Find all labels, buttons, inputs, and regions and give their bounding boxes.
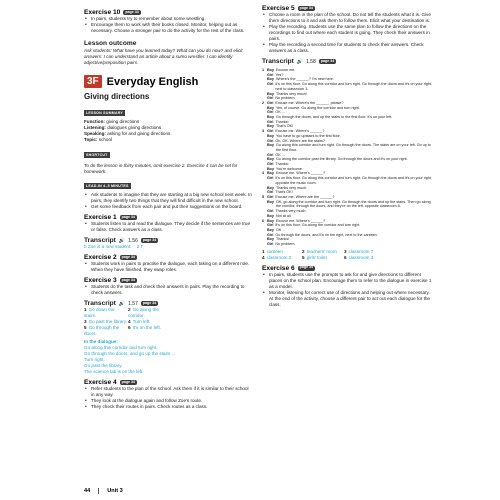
shortcut-label: SHORTCUT (86, 153, 108, 157)
answer-item: 6 It's on the left. (128, 325, 162, 331)
answer-item: 3 Go past the library. (84, 319, 128, 325)
transcript-line: Girl Go through the doors, and it's on the right, next to the canteen. (267, 232, 378, 237)
answer-item: 6 classroom 3 (344, 254, 374, 260)
bullet-item: • Play the recording a second time for students to check their answers. Check answers as a class. (263, 42, 434, 54)
transcript-line: 4 Boy Excuse me. Where's ______? (262, 171, 326, 176)
transcript-line: Girl Thanks very much. (267, 209, 307, 214)
page-ref-badge: page 34 (121, 214, 136, 219)
in-dialogue-label: In the dialogue: (84, 339, 118, 345)
transcript-line: Girl It's on this floor. Go along the corridor and turn right. (267, 223, 361, 228)
transcript-line: Girl Thanks! (267, 162, 289, 167)
answer-item: 2 teachers' room (302, 248, 337, 254)
exercise-1-heading: Exercise 1 page 34 (84, 214, 136, 222)
page-ref-badge: page 34 (320, 58, 335, 63)
page-footer (84, 488, 123, 494)
transcript-line: Girl OK ... (267, 110, 285, 115)
lesson-outcome-heading: Lesson outcome (84, 40, 137, 47)
dialogue-line: Go past the library. (84, 363, 123, 369)
exercise-10-heading (84, 9, 252, 16)
bullet-item: • Monitor, listening for correct use of directions and helping out where necessary. At the end of the activity, choose a different pair to act out each dialogue for the class. (263, 290, 434, 308)
answer-item: 2 Go along the corridor. (128, 307, 159, 319)
transcript-1-58-heading: Transcript 🔊 1.58 page 34 (262, 58, 335, 65)
bullet-item: • Play the recording. Students use the same plan to follow the directions on the recordings to find out where each student is going. They check their answers in pairs. (263, 24, 434, 42)
transcript-line: Girl OK ... (267, 152, 285, 157)
page-number: 44 (84, 488, 91, 494)
transcript-1-56-heading: Transcript 🔊 1.56 page 34 (84, 237, 157, 245)
transcript-line: Boy Yes, of course. Go along the corridor and turn right. (267, 105, 360, 110)
page-ref-badge: page 34 (121, 277, 136, 282)
bullet-item: • Students listen to and read the dialogue. They decide if the sentences are true or false. Check answers as a class. (85, 221, 252, 233)
bullet-item: • Choose a room in the plan of the school. Do not tell the students what it is. Give them directions to it and ask them to follow them. Elicit what your destination is. (263, 12, 434, 24)
lesson-outcome-text: Ask students: What have you learned today? What can you do now? and elicit answers: I can understand an article about a sumo wrestler. I can identify adjective/preposition pairs. (84, 48, 243, 65)
bullet-item: • They check their routes in pairs. Check routes as a class. (85, 404, 252, 410)
speaker-icon: 🔊 (296, 58, 304, 65)
page-ref-badge: page 34 (299, 265, 314, 270)
exercise-title: Exercise 10 (84, 9, 121, 16)
transcript-dialogue (262, 68, 434, 247)
exercise-3-heading: Exercise 3 page 34 (84, 277, 136, 285)
transcript-line: Girl No problem. (267, 96, 296, 101)
transcript-line: Girl It's on this floor. Go along this corridor and turn right. Go through the doors and it's on your right, opposite the music room. (267, 176, 432, 185)
transcript-line: 5 Girl Excuse me. Where are the ______? (262, 194, 335, 199)
unit-label: Unit 3 (107, 488, 123, 494)
page-ref-badge: page 34 (121, 254, 136, 259)
dialogue-line: Go along this corridor and turn right. (84, 345, 158, 351)
transcript-line: 3 Girl Excuse me. Where's ______? (262, 129, 325, 134)
bullet-item: • In pairs, students try to remember about some wrestling. (85, 16, 252, 22)
transcript-line: Boy Go along the corridor past the library. Go through the doors and it's on your right. (267, 157, 408, 162)
answer-grid (262, 249, 434, 261)
transcript-line: Boy Thanks! (267, 237, 290, 242)
left-column (84, 5, 252, 410)
transcript-line: Boy You're welcome. (267, 166, 303, 171)
transcript-line: Boy Go along this corridor and turn right. Go through the doors. The stairs are on your left. Go up to the first floor. (267, 143, 431, 152)
dialogue-line: The science lab is on the left. (84, 369, 144, 375)
transcript-line: Boy Thanks very much! (267, 91, 308, 96)
bullet-item: • Students work in pairs to practise the dialogue, each taking on a different role. When they have finished, they swap roles. (85, 261, 252, 273)
unit-section-title (84, 75, 252, 88)
answer-item: 1 canteen (262, 248, 283, 254)
bullet-item: • Refer students to the plan of the school. Ask them if it is similar to their school in any way. (85, 386, 252, 398)
bullet-item: • In pairs, students use the prompts to ask for and give directions to different places on the school plan. Encourage them to refer to the dialogue in exercise 1 as a model. (263, 272, 434, 290)
transcript-line: Boy That's OK! (267, 124, 294, 129)
transcript-line: Boy Go through the doors, and up the stairs to the first floor. It's on your left. (267, 115, 393, 120)
answer-line: b Zoe is a new student. 2 T (84, 244, 144, 250)
bullet-item: • Encourage them to work with their books closed. Monitor, helping out as necessary. Choose a stronger pair to do the activity for the rest of the class. (85, 22, 252, 34)
transcript-line: Boy You have to go upstairs to the first floor. (267, 133, 341, 138)
right-column (262, 5, 434, 308)
transcript-line: 6 Boy Excuse me. Where's ______? (262, 218, 326, 223)
speaker-icon: 🔊 (118, 237, 126, 244)
exercise-4-heading: Exercise 4 page 34 (84, 379, 136, 387)
exercise-5-heading: Exercise 5 page 34 (262, 5, 314, 12)
transcript-line: Girl Thanks! (267, 119, 289, 124)
dialogue-line: Go through the doors, and go up the stairs ... (84, 351, 176, 357)
page-ref-badge: page 34 (142, 237, 157, 242)
transcript-line: Girl That's OK! (267, 190, 293, 195)
shortcut-text: To do the lesson in thirty minutes, omit exercise 2. Exercise 4 can be set for homework. (84, 163, 238, 174)
bullet-item: • Ask students to imagine that they are starting at a big new school next week. In pairs, they identify two things that they will find difficult in the new school. (85, 192, 252, 204)
lesson-subtitle: Giving directions (84, 92, 150, 101)
exercise-2-heading: Exercise 2 page 34 (84, 254, 136, 262)
page-ref-badge: page 34 (299, 5, 314, 10)
summary-line: Function: giving directions (84, 119, 140, 124)
transcript-line: Boy Not at all. (267, 213, 292, 218)
transcript-line: Girl It's on this floor. Go along this corridor and turn right. Go through the doors and it's on your right, next to classroom 3. (267, 82, 432, 91)
bullet-item: • Get some feedback from each pair and put their suggestions on the board. (85, 204, 252, 210)
footer-divider (98, 488, 99, 494)
summary-line: Speaking: asking for and giving directions (84, 131, 171, 136)
answer-grid (84, 307, 252, 337)
bullet-item: • Students do the task and check their answers in pairs. Play the recording to check answers. (85, 284, 252, 296)
section-badge: 3F (84, 75, 102, 88)
transcript-line: Girl Yes? (267, 72, 284, 77)
bullet-item: • They look at the dialogue again and follow Zoe's route. (85, 398, 252, 404)
transcript-line: Boy Where's the ______? I'm new here. (267, 77, 334, 82)
lesson-summary-label: LESSON SUMMARY (86, 111, 124, 115)
answer-item: 4 Turn left. (128, 319, 151, 325)
summary-line: Listening: dialogues giving directions (84, 125, 162, 130)
answer-item: 1 Go down the stairs. (84, 307, 115, 319)
summary-line: Topic: school (84, 137, 113, 142)
answer-item: 3 classroom 7 (344, 248, 374, 254)
answer-item: 5 Go through the doors. (84, 325, 120, 337)
page-ref-badge: page 34 (121, 379, 136, 384)
answer-item: 4 classroom 2 (262, 254, 292, 260)
transcript-line: Boy OK, go along the corridor and turn right. Go through the doors and up the stairs. Then go along the corridor, through the doors, and they're on the left, opposite classroom 8. (267, 199, 431, 209)
answer-item: 5 girls' toilet (302, 254, 327, 260)
transcript-line: Boy Thanks very much. (267, 185, 308, 190)
page-ref-badge: page 33 (125, 9, 139, 14)
page-ref-badge: page 34 (142, 300, 157, 305)
speaker-icon: 🔊 (118, 300, 126, 307)
transcript-1-57-heading: Transcript 🔊 1.57 page 34 (84, 300, 157, 308)
transcript-line: 2 Girl Excuse me. Where's the ______, please? (262, 100, 344, 105)
exercise-6-heading: Exercise 6 page 34 (262, 264, 314, 272)
lead-in-label: LEAD-IN 4–5 MINUTES (86, 184, 129, 189)
transcript-line: Girl Oh, OK. Where are the stairs? (267, 138, 325, 143)
transcript-line: 1 Boy Excuse me. (262, 68, 296, 72)
dialogue-line: Turn right. (84, 357, 105, 363)
transcript-line: Girl No problem. (267, 242, 296, 247)
section-title: Everyday English (106, 75, 199, 88)
transcript-line: Boy OK ... (267, 227, 286, 232)
